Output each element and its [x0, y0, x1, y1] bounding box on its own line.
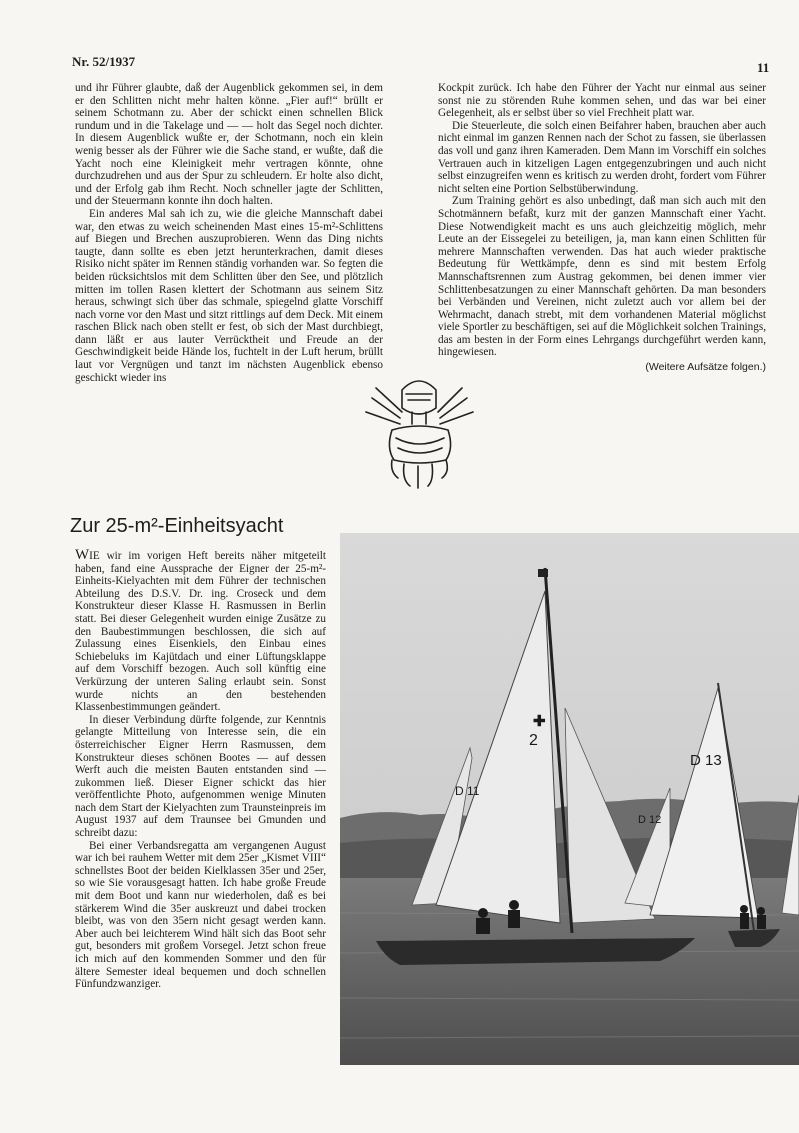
sail-number: D 11 — [455, 784, 480, 798]
sail-number: D 12 — [638, 814, 662, 826]
sail-cross-mark: ✚ — [533, 713, 546, 730]
paragraph: und ihr Führer glaubte, daß der Augenblick gekommen sei, in dem er den Schlitten nicht mehr halten könne. „Fier auf!“ brüllt er seinem Schotmann zu. Aber der schickt einen schnellen Blick rundum und in die Takelage und — — holt das Segel noch dichter. In diesem Augenblick wußte er, der Schotmann, noch ein klein wenig besser als der Führer wie die Sache stand, er wußte, daß die Yacht noch eine Kleinigkeit mehr vertragen könnte, ohne durchzudrehen und aus der Spur zu schleudern. Er holte also dicht, und der Erfolg gab ihm Recht. Noch schneller jagte der Schlitten, und der Steuermann konnte ihn doch halten. — [75, 82, 383, 208]
continued-note: (Weitere Aufsätze folgen.) — [645, 361, 766, 374]
paragraph: Die Steuerleute, die solch einen Beifahrer haben, brauchen aber auch nicht einmal im ganzen Rennen nach der Schot zu fassen, sie überlassen das voll und ganz ihren Kameraden. Dem Mann im Vorschiff ein solches Vertrauen auch in kitzeligen Lagen entgegenzubringen und auch nicht selbst einzugreifen wenn es kritisch zu werden droht, fordert vom Führer nicht selten eine Portion Selbstüberwindung. — [438, 119, 766, 195]
continued-article-right-column — [438, 82, 766, 374]
paragraph: Ein anderes Mal sah ich zu, wie die gleiche Mannschaft dabei war, den etwas zu weich scheinenden Mast eines 15-m²-Schlittens auf Biegen und Brechen auszuprobieren. Wenn das Ding nichts taugte, dann sollte es eben jetzt herunterkrachen, damit dieses Risiko nicht später im Rennen ständig vorhanden war. So fegten die beiden rücksichtslos mit dem Schlitten über den See, und plötzlich mitten im tollen Rasen klettert der Schotmann aus seinem Sitz heraus, schwingt sich über das schmale, spiegelnd glatte Vorschiff nach vorne vor den Mast und sitzt rittlings auf dem Deck. Mit einem raschen Blick nach oben stellt er fest, ob sich der Mast durchbiegt, dann läßt er aus lauter Verrücktheit und Freude an der Geschwindigkeit beide Hände los, fuchtelt in der Luft herum, brüllt laut vor Vergnügen und tanzt im nächsten Augenblick ebenso geschickt wieder ins — [75, 207, 383, 384]
sailing-yachts-photo — [340, 533, 799, 1065]
dropcap: W — [75, 547, 90, 563]
paragraph: WIE wir im vorigen Heft bereits näher mitgeteilt haben, fand eine Aussprache der Eigner der 25-m²-Einheits-Kielyachten mit dem Führer der technischen Abteilung des D.S.V. Dr. ing. Croseck und dem Konstrukteur dieser Klasse H. Rasmussen in Berlin statt. Bei dieser Gelegenheit wurden einige Zusätze zu den Baubestimmungen beschlossen, die sich auf Zulassung eines Eisenkiels, den Einbau eines Schiebeluks im Kajütdach und einer Lüftungsklappe auf dem Vorschiff bezogen. Auch soll künftig eine Verkürzung der unteren Saling erlaubt sein. Sonst wurde nichts an den bestehenden Klassenbestimmungen geändert. — [75, 547, 326, 714]
paragraph: Kockpit zurück. Ich habe den Führer der Yacht nur einmal aus seiner sonst nie zu störenden Ruhe kommen sehen, und das war bei einer Gelegenheit, als er selbst über so viel Frechheit platt war. — [438, 82, 766, 120]
continued-article-left-column — [75, 82, 383, 384]
paragraph: Zum Training gehört es also unbedingt, daß man sich auch mit den Schotmännern befaßt, kurz mit der ganzen Mannschaft einer Yacht. Diese Notwendigkeit macht es uns auch gleichzeitig möglich, mehr Leute an der Eissegelei zu beteiligen, ja, man kann einen Schlitten für mehrere Mannschaften verwenden. Das hat auch wieder praktische Bedeutung für Wettkämpfe, denn es sind mit bestem Erfolg Mannschaftsrennen zum Austrag gekommen, bei denen immer vier Schlittenbesatzungen zu einer Mannschaft gehörten. Da man besonders bei Verbänden und Vereinen, nicht zuletzt auch vor allem bei der Wehrmacht, danach strebt, mit dem vorhandenen Material möglichst viele Sportler zu beschäftigen, sei auf die Möglichkeit solchen Trainings, das am besten in der Form eines Lehrgangs durchgeführt werden kann, hingewiesen. — [438, 195, 766, 359]
page-number: 11 — [757, 60, 770, 75]
sail-number: 2 — [529, 732, 538, 749]
issue-number: Nr. 52/1937 — [72, 54, 136, 69]
paragraph: Bei einer Verbandsregatta am vergangenen August war ich bei rauhem Wetter mit dem 25er „Kismet VIII“ schnellstes Boot der beiden Kielklassen 35er und 25er, so wie Sie vorausgesagt hatten. Ich habe große Freude mit dem Boot und kann nur wiederholen, daß es bei stärkerem Wind die 35er auskreuzt und dabei trocken bleibt, was von den 35ern nicht gesagt werden kann. Aber auch bei leichterem Wind hält sich das Boot sehr gut, besonders mit großem Vorsegel. Jetzt schon freue ich mich auf den kommenden Sommer und den für ältere Semester ideal bequemen und doch schnellen Fünfundzwanziger. — [75, 839, 326, 991]
ice-sailor-sketch-icon — [362, 368, 477, 493]
sail-number: D 13 — [690, 752, 722, 769]
article-column — [75, 549, 326, 991]
article-title: Zur 25-m²-Einheitsyacht — [70, 515, 284, 537]
paragraph: In dieser Verbindung dürfte folgende, zur Kenntnis gelangte Mitteilung von Interesse sein, die ein österreichischer Eigner Herrn Rasmussen, dem Konstrukteur dieses schönen Bootes — auf dessen Werft auch die meisten Bauten entstanden sind — zukommen ließ. Dieser Eigner schickt das hier veröffentlichte Photo, aufgenommen wenige Minuten nach dem Start der Kielyachten zum Traunsteinpreis im August 1937 auf dem Traunsee bei Gmunden und schreibt dazu: — [75, 713, 326, 840]
